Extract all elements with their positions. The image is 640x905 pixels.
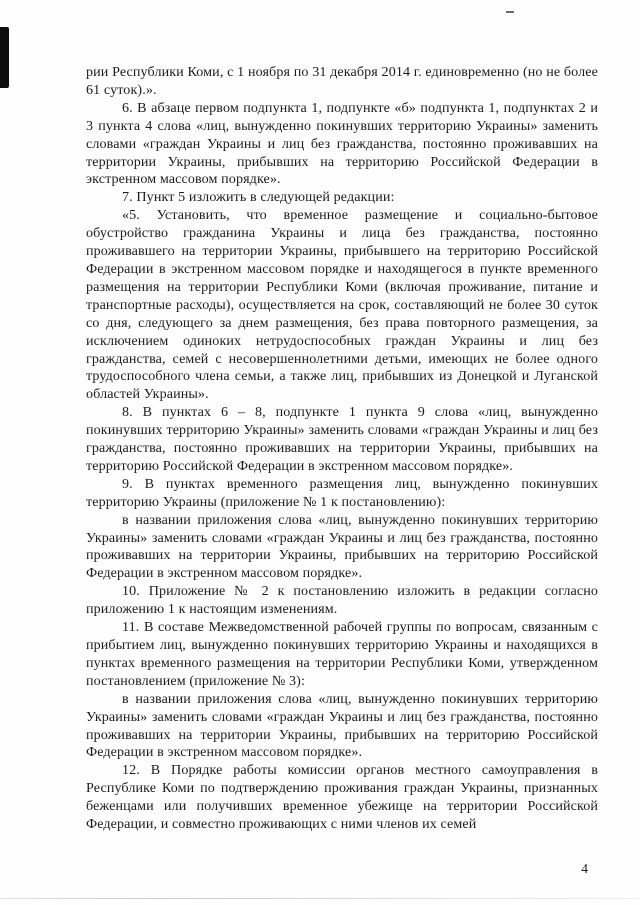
paragraph-item-8: 8. В пунктах 6 – 8, подпункте 1 пункта 9 слова «лиц, вынужденно покинувших территорию Украины» заменить словами «граждан Украины и лиц без гражданства, постоянно проживавших на территории Украины, прибывших на территорию Российской Федерации в экстренном массовом порядке». [86,404,598,474]
paragraph-item-9: 9. В пунктах временного размещения лиц, вынужденно покинувших территорию Украины (приложение № 1 к постановлению): [86,475,598,510]
paragraph-item-12: 12. В Порядке работы комиссии органов местного самоуправления в Республике Коми по подтверждению проживания граждан Украины, признанных беженцами или получивших временное убежище на территории Российской Федерации, и совместно проживающих с ними членов их семей [86,762,598,833]
page-number: 4 [581,861,588,876]
paragraph-item-10: 10. Приложение № 2 к постановлению изложить в редакции согласно приложению 1 к настоящим изменениям. [86,583,598,618]
scan-artifact-bottom-edge [0,898,640,899]
paragraph-item-6: 6. В абзаце первом подпункта 1, подпункте «б» подпункта 1, подпунктах 2 и 3 пункта 4 слова «лиц, вынужденно покинувших территорию Украины» заменить словами «граждан Украины и лиц без гражданства, постоянно проживавших на территории Украины, прибывших на территорию Российской Федерации в экстренном массовом порядке». [86,99,598,188]
paragraph-continuation: рии Республики Коми, с 1 ноября по 31 декабря 2014 г. единовременно (но не более 61 суток).». [86,64,598,98]
paragraph-item-11: 11. В составе Межведомственной рабочей группы по вопросам, связанным с прибытием лиц, вынужденно покинувших территорию Украины и находящихся в пунктах временного размещения на территории Республики Коми, утвержденном постановлением (приложение № 3): [86,619,598,689]
paragraph-item-11-sub: в названии приложения слова «лиц, вынужденно покинувших территорию Украины» заменить словами «граждан Украины и лиц без гражданства, постоянно проживавших на территории Украины, прибывших на территорию Российской Федерации в экстренном массовом порядке». [86,690,598,761]
scan-artifact-top-dash [506,11,514,13]
document-body [86,64,598,834]
paragraph-item-9-sub: в названии приложения слова «лиц, вынужденно покинувших территорию Украины» заменить словами «граждан Украины и лиц без гражданства, постоянно проживавших на территории Украины, прибывших на территорию Российской Федерации в экстренном массовом порядке». [86,511,598,582]
scan-artifact-left-bar [0,27,9,88]
paragraph-quoted-item-5: «5. Установить, что временное размещение и социально-бытовое обустройство гражданина Украины и лица без гражданства, постоянно проживавшего на территории Украины, прибывшего на территорию Российской Федерации в экстренном массовом порядке и находящегося в пункте временного размещения на территории Республики Коми (включая проживание, питание и транспортные расходы), осуществляется на срок, составляющий не более 30 суток со дня, следующего за днем размещения, без права повторного размещения, за исключением одиноких нетрудоспособных граждан Украины и лиц без гражданства, семей с несовершеннолетними детьми, имеющих не более одного трудоспособного члена семьи, а также лиц, прибывших из Донецкой и Луганской областей Украины». [86,207,598,403]
paragraph-item-7: 7. Пункт 5 изложить в следующей редакции: [122,189,395,206]
